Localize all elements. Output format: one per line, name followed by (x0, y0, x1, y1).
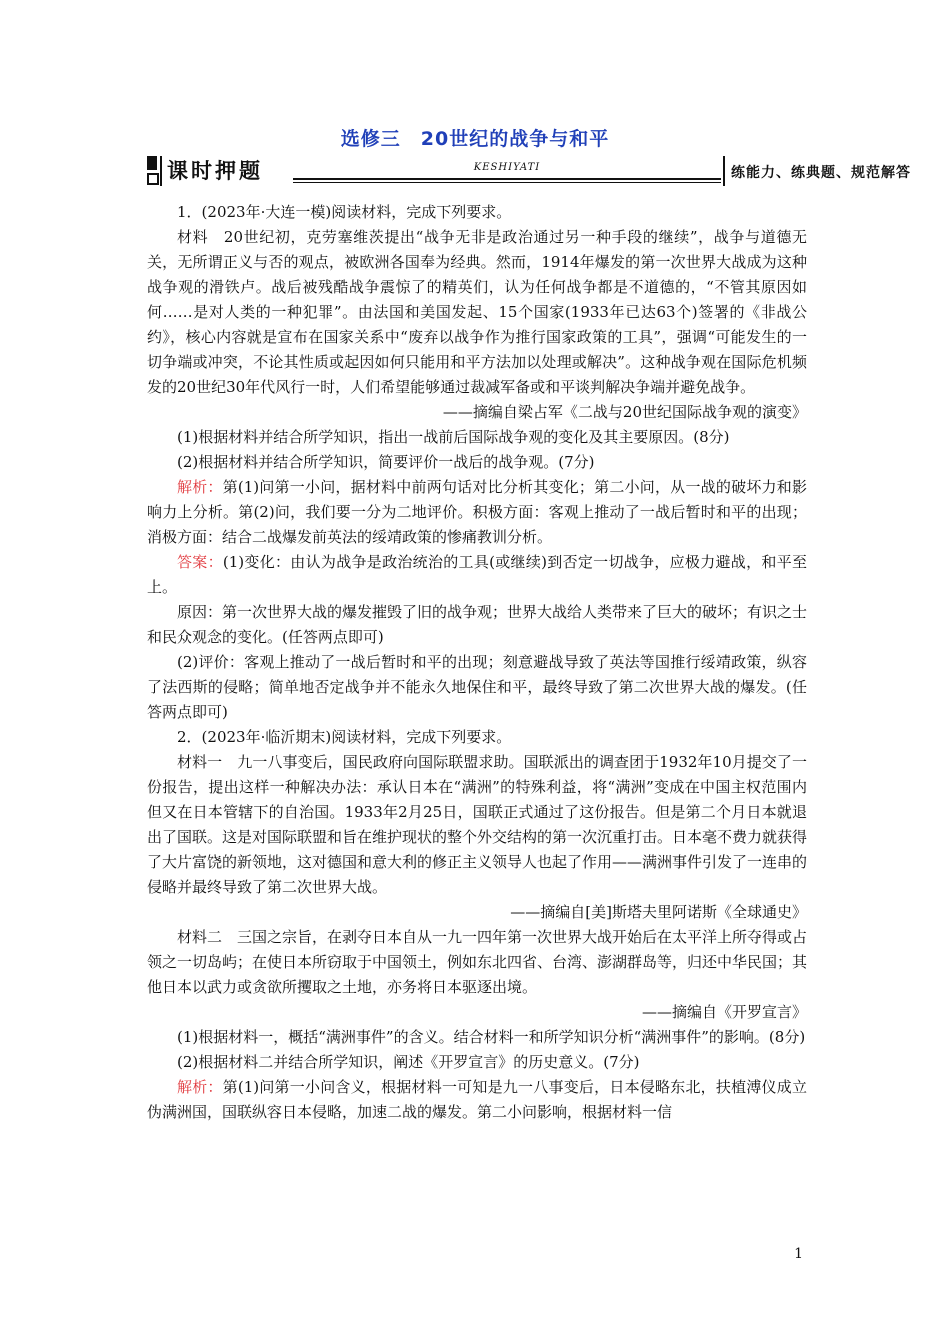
q2-analysis-text: 第(1)问第一小问含义，根据材料一可知是九一八事变后，日本侵略东北，扶植溥仪成立伪满洲国，国联纵容日本侵略，加速二战的爆发。第二小问影响，根据材料一信 (147, 1078, 807, 1121)
analysis-tag: 解析： (177, 1078, 223, 1096)
q1-analysis-text: 第(1)问第一小问，据材料中前两句话对比分析其变化；第二小问，从一战的破坏力和影响力上分析。第(2)问，我们要一分为二地评价。积极方面：客观上推动了一战后暂时和平的出现；消极方面：结合二战爆发前英法的绥靖政策的惨痛教训分析。 (147, 478, 807, 546)
q2-source2: ——摘编自《开罗宣言》 (641, 1003, 807, 1021)
q1-source: ——摘编自梁占军《二战与20世纪国际战争观的演变》 (442, 403, 807, 421)
q2-analysis (147, 1075, 807, 1125)
q2-material1: 材料一 九一八事变后，国民政府向国际联盟求助。国联派出的调查团于1932年10月提交了一份报告，提出这样一种解决办法：承认日本在“满洲”的特殊利益，将“满洲”变成在中国主权范围内但又在日本管辖下的自治国。1933年2月25日，国联正式通过了这份报告。但是第二个月日本就退出了国联。这是对国际联盟和旨在维护现状的整个外交结构的第一次沉重打击。日本毫不费力就获得了大片富饶的新领地，这对德国和意大利的修正主义领导人也起了作用——满洲事件引发了一连串的侵略并最终导致了第二次世界大战。 (147, 753, 808, 896)
q2-sub2: (2)根据材料二并结合所学知识，阐述《开罗宣言》的历史意义。(7分) (177, 1053, 640, 1071)
q1-material: 材料 20世纪初，克劳塞维茨提出“战争无非是政治通过另一种手段的继续”，战争与道德无关，无所谓正义与否的观点，被欧洲各国奉为经典。然而，1914年爆发的第一次世界大战成为这种战争观的滑铁卢。战后被残酷战争震惊了的精英们，认为任何战争都是不道德的，“不管其原因如何……是对人类的一种犯罪”。由法国和美国发起、15个国家(1933年已达63个)签署的《非战公约》，核心内容就是宣布在国家关系中“废弃以战争作为推行国家政策的工具”，强调“可能发生的一切争端或冲突，不论其性质或起因如何只能用和平方法加以处理或解决”。这种战争观在国际危机频发的20世纪30年代风行一时，人们希望能够通过裁减军备或和平谈判解决争端并避免战争。 (147, 228, 807, 396)
banner-label: 课时押题 (167, 159, 263, 183)
q1-answer2: (2)评价：客观上推动了一战后暂时和平的出现；刻意避战导致了英法等国推行绥靖政策，纵容了法西斯的侵略；简单地否定战争并不能永久地保住和平，最终导致了第二次世界大战的爆发。(任答两点即可) (147, 653, 807, 721)
q1-answer (147, 550, 807, 600)
q1-sub1: (1)根据材料并结合所学知识，指出一战前后国际战争观的变化及其主要原因。(8分) (177, 428, 730, 446)
analysis-tag: 解析： (177, 478, 223, 496)
section-banner (147, 154, 911, 188)
page-title: 选修三 20世纪的战争与和平 (340, 128, 610, 150)
banner-rule (293, 178, 721, 180)
banner-outline-square-icon (147, 173, 159, 185)
answer-tag: 答案： (177, 553, 223, 571)
q1-answer-reason: 原因：第一次世界大战的爆发摧毁了旧的战争观；世界大战给人类带来了巨大的破坏；有识之士和民众观念的变化。(任答两点即可) (147, 603, 808, 646)
page-number: 1 (794, 1246, 803, 1262)
document-body (147, 200, 807, 1125)
banner-square-icon (147, 156, 157, 170)
q2-material2: 材料二 三国之宗旨，在剥夺日本自从一九一四年第一次世界大战开始后在太平洋上所夺得或占领之一切岛屿；在使日本所窃取于中国领土，例如东北四省、台湾、澎湖群岛等，归还中华民国；其他日本以武力或贪欲所攫取之土地，亦务将日本驱逐出境。 (147, 928, 808, 996)
q1-answer1-text: (1)变化：由认为战争是政治统治的工具(或继续)到否定一切战争，应极力避战，和平至上。 (147, 553, 807, 596)
q2-stem: 2．(2023年·临沂期末)阅读材料，完成下列要求。 (177, 728, 512, 746)
banner-rule-thin (293, 182, 721, 183)
q2-source1: ——摘编自[美]斯塔夫里阿诺斯《全球通史》 (510, 903, 807, 921)
q2-sub1: (1)根据材料一，概括“满洲事件”的含义。结合材料一和所学知识分析“满洲事件”的影响。(8分) (177, 1028, 806, 1046)
banner-subtitle: KESHIYATI (473, 162, 541, 173)
banner-divider (160, 156, 162, 186)
banner-slogan: 练能力、练典题、规范解答 (731, 165, 911, 181)
q1-sub2: (2)根据材料并结合所学知识，简要评价一战后的战争观。(7分) (177, 453, 595, 471)
q1-analysis (147, 475, 807, 550)
banner-divider-right (723, 156, 725, 186)
q1-stem: 1．(2023年·大连一模)阅读材料，完成下列要求。 (177, 203, 512, 221)
